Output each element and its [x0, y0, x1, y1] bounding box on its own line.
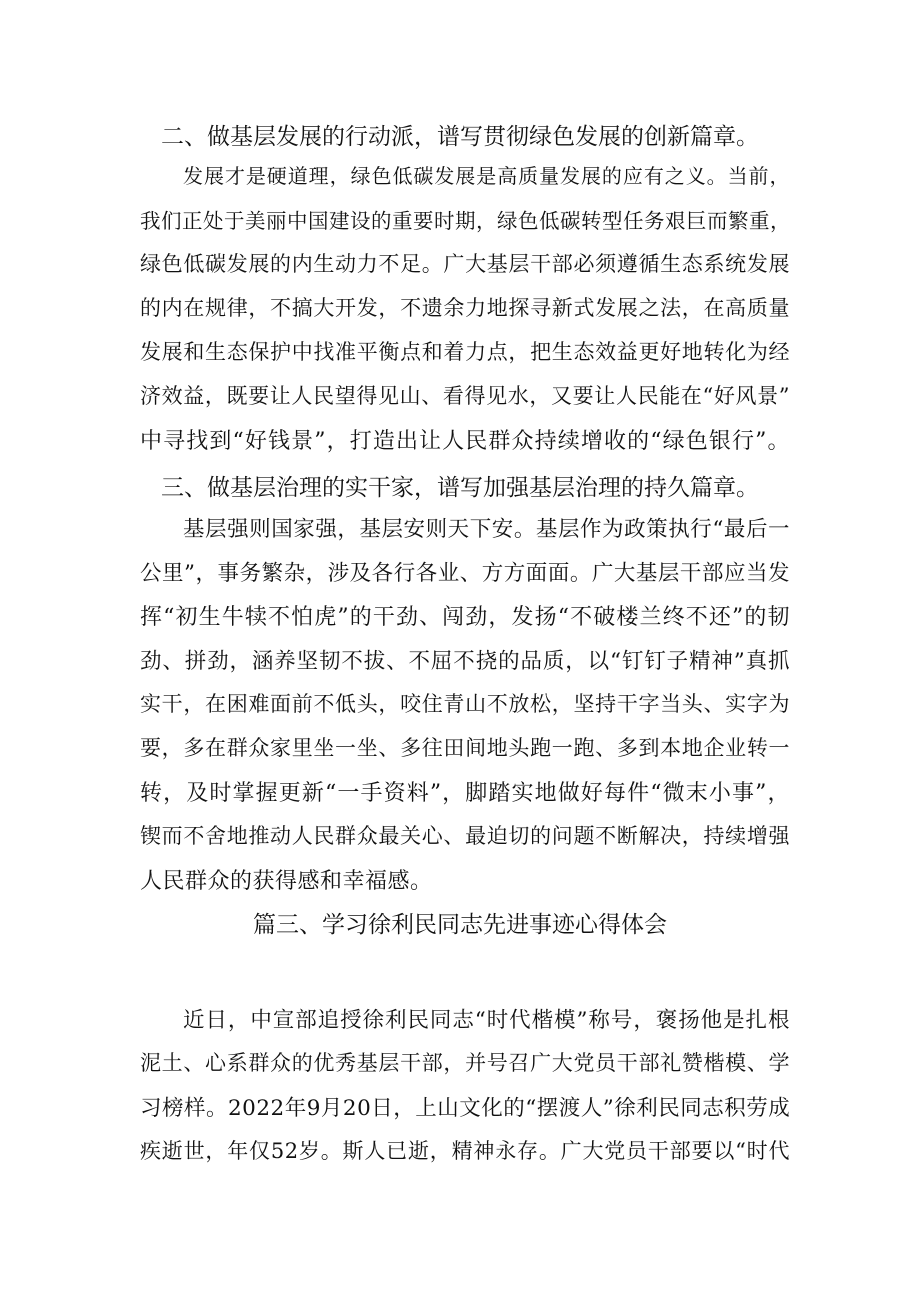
- section-heading-2: 二、做基层发展的行动派，谱写贯彻绿色发展的创新篇章。: [161, 124, 759, 150]
- paragraph-line: 公里”，事务繁杂，涉及各行各业、方方面面。广大基层干部应当发: [140, 561, 790, 586]
- paragraph-line: 疾逝世，年仅52岁。斯人已逝，精神永存。广大党员干部要以“时代: [140, 1139, 790, 1163]
- paragraph-line: 锲而不舍地推动人民群众最关心、最迫切的问题不断解决，持续增强: [140, 824, 790, 848]
- section-heading-3: 三、做基层治理的实干家，谱写加强基层治理的持久篇章。: [161, 475, 759, 501]
- paragraph-line: 的内在规律，不搞大开发，不遗余力地探寻新式发展之法，在高质量: [140, 296, 790, 320]
- paragraph-line: 泥土、心系群众的优秀基层干部，并号召广大党员干部礼赞楷模、学: [140, 1051, 790, 1075]
- paragraph-line: 要，多在群众家里坐一坐、多往田间地头跑一跑、多到本地企业转一: [140, 736, 790, 760]
- article-title: 篇三、学习徐利民同志先进事迹心得体会: [253, 912, 667, 938]
- paragraph-line: 发展和生态保护中找准平衡点和着力点，把生态效益更好地转化为经: [140, 340, 790, 364]
- paragraph-line: 中寻找到“好钱景”，打造出让人民群众持续增收的“绿色银行”。: [140, 429, 790, 454]
- paragraph-line: 挥“初生牛犊不怕虎”的干劲、闯劲，发扬“不破楼兰终不还”的韧: [140, 605, 790, 630]
- paragraph-line: 实干，在困难面前不低头，咬住青山不放松，坚持干字当头、实字为: [140, 692, 790, 716]
- paragraph-line: 近日，中宣部追授徐利民同志“时代楷模”称号，褒扬他是扎根: [183, 1008, 790, 1033]
- paragraph-line: 基层强则国家强，基层安则天下安。基层作为政策执行“最后一: [183, 517, 790, 542]
- paragraph-line: 我们正处于美丽中国建设的重要时期，绿色低碳转型任务艰巨而繁重，: [140, 209, 791, 233]
- paragraph-line: 发展才是硬道理，绿色低碳发展是高质量发展的应有之义。当前，: [183, 164, 790, 188]
- paragraph-line: 习榜样。2022年9月20日，上山文化的“摆渡人”徐利民同志积劳成: [140, 1096, 791, 1121]
- paragraph-line: 转，及时掌握更新“一手资料”，脚踏实地做好每件“微末小事”，: [140, 781, 790, 806]
- paragraph-line: 人民群众的获得感和幸福感。: [140, 869, 433, 894]
- paragraph-line: 绿色低碳发展的内生动力不足。广大基层干部必须遵循生态系统发展: [140, 252, 790, 276]
- paragraph-line: 劲、拼劲，涵养坚韧不拔、不屈不挠的品质，以“钉钉子精神”真抓: [140, 649, 790, 674]
- paragraph-line: 济效益，既要让人民望得见山、看得见水，又要让人民能在“好风景”: [140, 384, 790, 408]
